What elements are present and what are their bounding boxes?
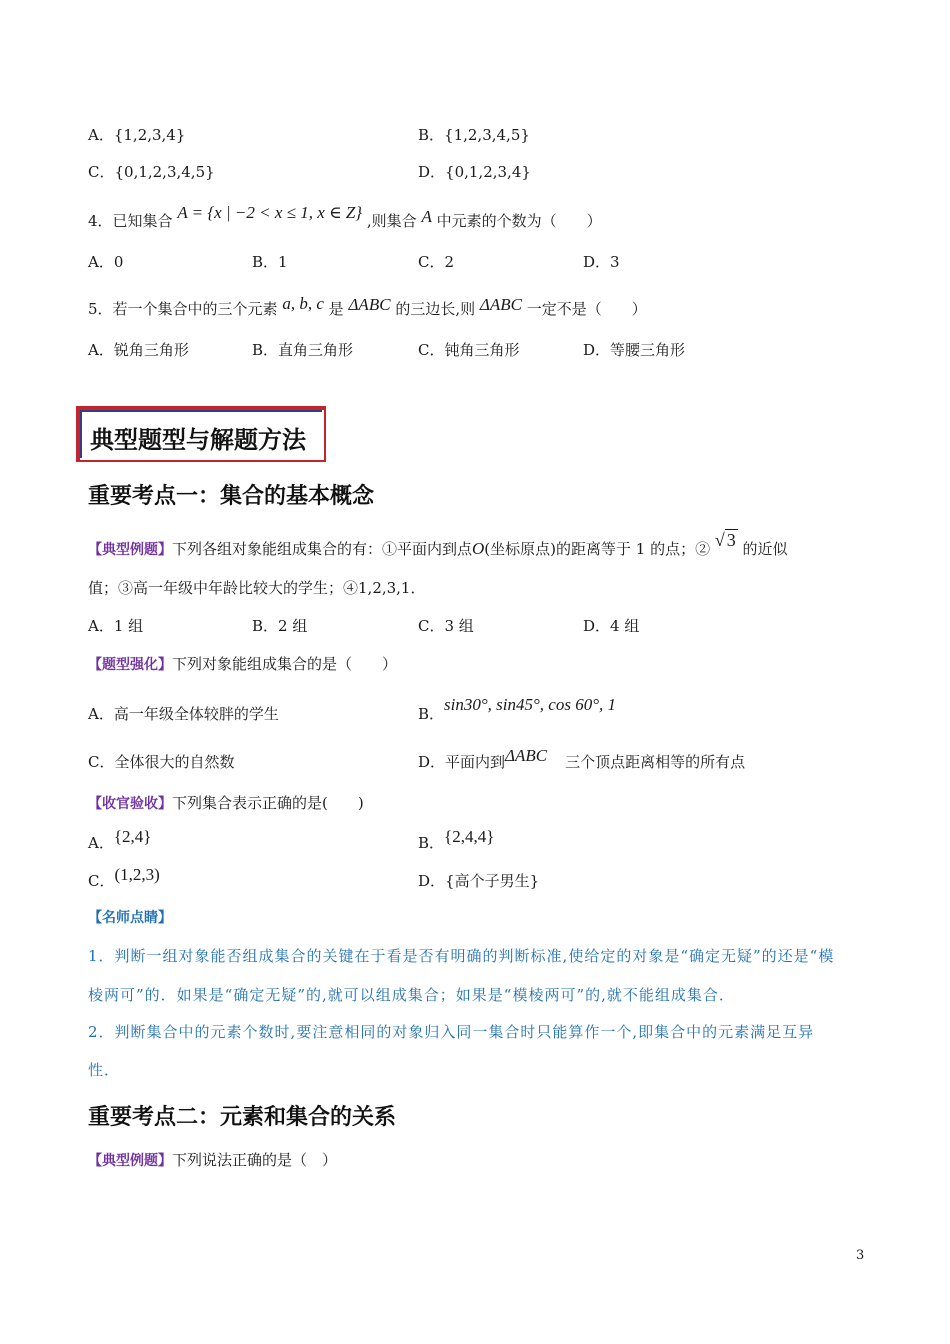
q3-option-c: C．{0,1,2,3,4,5}: [88, 163, 215, 181]
check-c-math: (1,2,3): [114, 865, 160, 884]
question-5: [88, 294, 647, 319]
q5-triangle-1: ΔABC: [348, 295, 391, 314]
tip-2-line-2: 性．: [88, 1061, 121, 1079]
check-option-c: [88, 864, 160, 890]
q4-prefix: 4．已知集合: [88, 212, 173, 230]
check-b-math: {2,4,4}: [444, 827, 495, 846]
sqrt-value: 3: [726, 530, 736, 550]
q4-option-b: B．1: [252, 253, 288, 271]
tip-1-line-1: 1．判断一组对象能否组成集合的关键在于看是否有明确的判断标准,使给定的对象是“确定无疑”的还是“模: [88, 947, 835, 965]
sqrt-expression: √ 3: [714, 530, 736, 550]
section-2-example-tag: 【典型例题】: [88, 1153, 172, 1169]
q5-is: 是: [328, 300, 344, 318]
strengthen-b-math: sin30°, sin45°, cos 60°, 1: [444, 695, 617, 714]
tip-2-line-1: 2．判断集合中的元素个数时,要注意相同的对象归入同一集合时只能算作一个,即集合中的元素满足互异: [88, 1023, 815, 1041]
example-text-1: 下列各组对象能组成集合的有：①平面内到点: [172, 540, 473, 558]
section-1-example: [88, 530, 788, 559]
q4-option-c: C．2: [418, 253, 455, 271]
q3-option-a: A．{1,2,3,4}: [88, 126, 186, 144]
check-option-a: [88, 826, 152, 852]
example-point-o: O: [472, 539, 485, 558]
example-text-3: 的近似: [742, 540, 788, 558]
strengthen-option-b: [418, 694, 617, 723]
q4-option-d: D．3: [583, 253, 620, 271]
strengthen-option-c: C．全体很大的自然数: [88, 753, 235, 771]
check-option-d: D．{高个子男生}: [418, 872, 540, 890]
section-2-example: [88, 1149, 337, 1170]
q3-option-d: D．{0,1,2,3,4}: [418, 163, 531, 181]
q5-triangle-2: ΔABC: [479, 295, 522, 314]
tip-1-line-2: 棱两可”的．如果是“确定无疑”的,就可以组成集合；如果是“模棱两可”的,就不能组成集合．: [88, 986, 735, 1004]
check-b-label: B．: [418, 834, 445, 852]
q5-suffix: 一定不是（ ）: [526, 300, 647, 318]
q3-option-b: B．{1,2,3,4,5}: [418, 126, 530, 144]
section-2-example-text: 下列说法正确的是（ ）: [172, 1151, 338, 1169]
check-question: [88, 792, 364, 813]
main-heading-box: [76, 406, 326, 462]
example-option-d: D．4 组: [583, 617, 640, 635]
q5-mid: 的三边长,则: [395, 300, 476, 318]
question-4: [88, 203, 602, 231]
strengthen-option-a: A．高一年级全体较胖的学生: [88, 705, 279, 723]
page-number: 3: [856, 1248, 865, 1263]
q5-option-d: D．等腰三角形: [583, 341, 686, 359]
q4-middle: ,则集合: [366, 212, 417, 230]
strengthen-option-d: [418, 746, 746, 772]
strengthen-d-triangle: ΔABC: [505, 746, 548, 765]
q4-option-a: A．0: [88, 253, 124, 271]
check-option-b: [418, 826, 495, 852]
check-tag: 【收官验收】: [88, 796, 172, 812]
q5-option-a: A．锐角三角形: [88, 341, 189, 359]
section-2-title: 重要考点二：元素和集合的关系: [88, 1105, 397, 1130]
check-a-math: {2,4}: [113, 827, 152, 846]
strengthen-question: [88, 653, 397, 674]
section-1-title: 重要考点一：集合的基本概念: [88, 484, 375, 509]
check-text: 下列集合表示正确的是( ): [172, 794, 364, 812]
check-a-label: A．: [88, 834, 114, 852]
q5-prefix: 5．若一个集合中的三个元素: [88, 300, 278, 318]
q5-option-b: B．直角三角形: [252, 341, 354, 359]
example-option-c: C．3 组: [418, 617, 474, 635]
q4-set-expression: A = {x | −2 < x ≤ 1, x ∈ Z}: [177, 203, 363, 222]
q5-vars: a, b, c: [282, 294, 324, 313]
example-option-a: A．1 组: [88, 617, 144, 635]
strengthen-text: 下列对象能组成集合的是（ ）: [172, 655, 398, 673]
q4-var: A: [421, 207, 432, 226]
q5-option-c: C．钝角三角形: [418, 341, 520, 359]
main-heading: 典型题型与解题方法: [90, 426, 306, 454]
example-option-b: B．2 组: [252, 617, 308, 635]
strengthen-b-label: B．: [418, 705, 445, 723]
strengthen-d-suffix: 三个顶点距离相等的所有点: [565, 753, 746, 771]
check-c-label: C．: [88, 872, 115, 890]
example-text-2: (坐标原点)的距离等于 1 的点；②: [484, 540, 711, 558]
example-tag: 【典型例题】: [88, 542, 172, 558]
strengthen-d-prefix: D．平面内到: [418, 753, 506, 771]
tip-heading: 【名师点睛】: [88, 910, 172, 926]
q4-suffix: 中元素的个数为（ ）: [436, 212, 602, 230]
example-line-2: 值；③高一年级中年龄比较大的学生；④1,2,3,1．: [88, 579, 426, 597]
strengthen-tag: 【题型强化】: [88, 657, 172, 673]
